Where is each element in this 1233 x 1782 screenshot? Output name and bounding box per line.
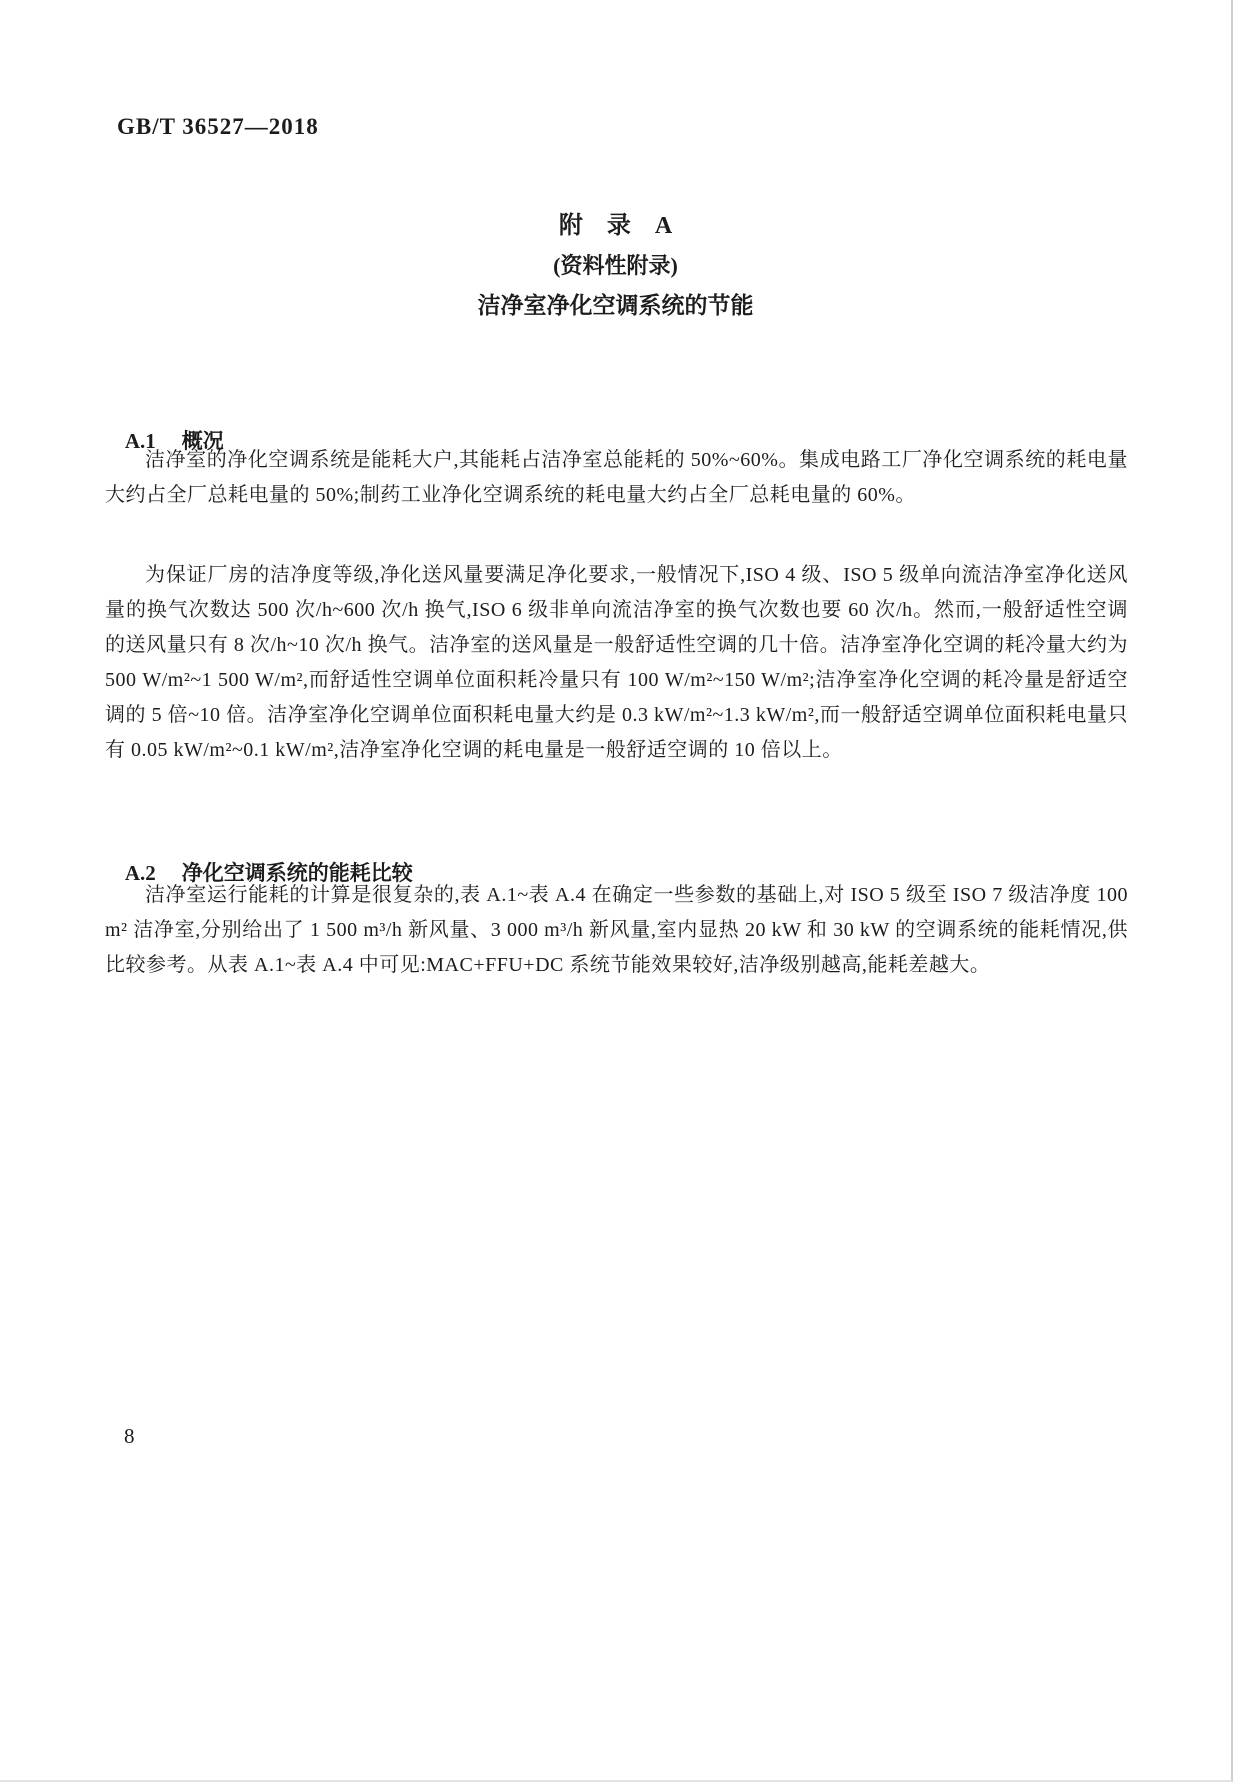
appendix-title: 附 录 A: [558, 213, 673, 239]
page-number: 8: [124, 1424, 135, 1448]
section-a2-paragraph-1: 洁净室运行能耗的计算是很复杂的,表 A.1~表 A.4 在确定一些参数的基础上,对 ISO 5 级至 ISO 7 级洁净度 100 m² 洁净室,分别给出了 1 500 m³/h 新风量、3 000 m³/h 新风量,室内显热 20 kW 和 30 kW 的空调系统的能耗情况,供比较参考。从表 A.1~表 A.4 中可见:MAC+FFU+DC 系统节能效果较好,洁净级别越高,能耗差越大。: [105, 884, 1128, 976]
section-a2-id: A.2: [124, 861, 156, 885]
section-a1-paragraph-2: 为保证厂房的洁净度等级,净化送风量要满足净化要求,一般情况下,ISO 4 级、ISO 5 级单向流洁净室净化送风量的换气次数达 500 次/h~600 次/h 换气,ISO 6 级非单向流洁净室的换气次数也要 60 次/h。然而,一般舒适性空调的送风量只有 8 次/h~10 次/h 换气。洁净室的送风量是一般舒适性空调的几十倍。洁净室净化空调的耗冷量大约为 500 W/m²~1 500 W/m²,而舒适性空调单位面积耗冷量只有 100 W/m²~150 W/m²;洁净室净化空调的耗冷量是舒适空调的 5 倍~10 倍。洁净室净化空调单位面积耗电量大约是 0.3 kW/m²~1.3 kW/m²,而一般舒适空调单位面积耗电量只有 0.05 kW/m²~0.1 kW/m²,洁净室净化空调的耗电量是一般舒适空调的 10 倍以上。: [105, 564, 1128, 761]
section-a2-label: 净化空调系统的能耗比较: [181, 861, 413, 885]
section-a1-id: A.1: [124, 429, 156, 453]
section-a1-paragraph-1: 洁净室的净化空调系统是能耗大户,其能耗占洁净室总能耗的 50%~60%。集成电路工厂净化空调系统的耗电量大约占全厂总耗电量的 50%;制药工业净化空调系统的耗电量大约占全厂总耗电量的 60%。: [105, 449, 1128, 506]
appendix-heading: 洁净室净化空调系统的节能: [477, 293, 754, 318]
appendix-subtitle: (资料性附录): [553, 253, 678, 278]
appendix-title-block: [0, 206, 1231, 326]
section-a1-label: 概况: [181, 429, 224, 453]
standard-number: GB/T 36527—2018: [117, 114, 319, 139]
